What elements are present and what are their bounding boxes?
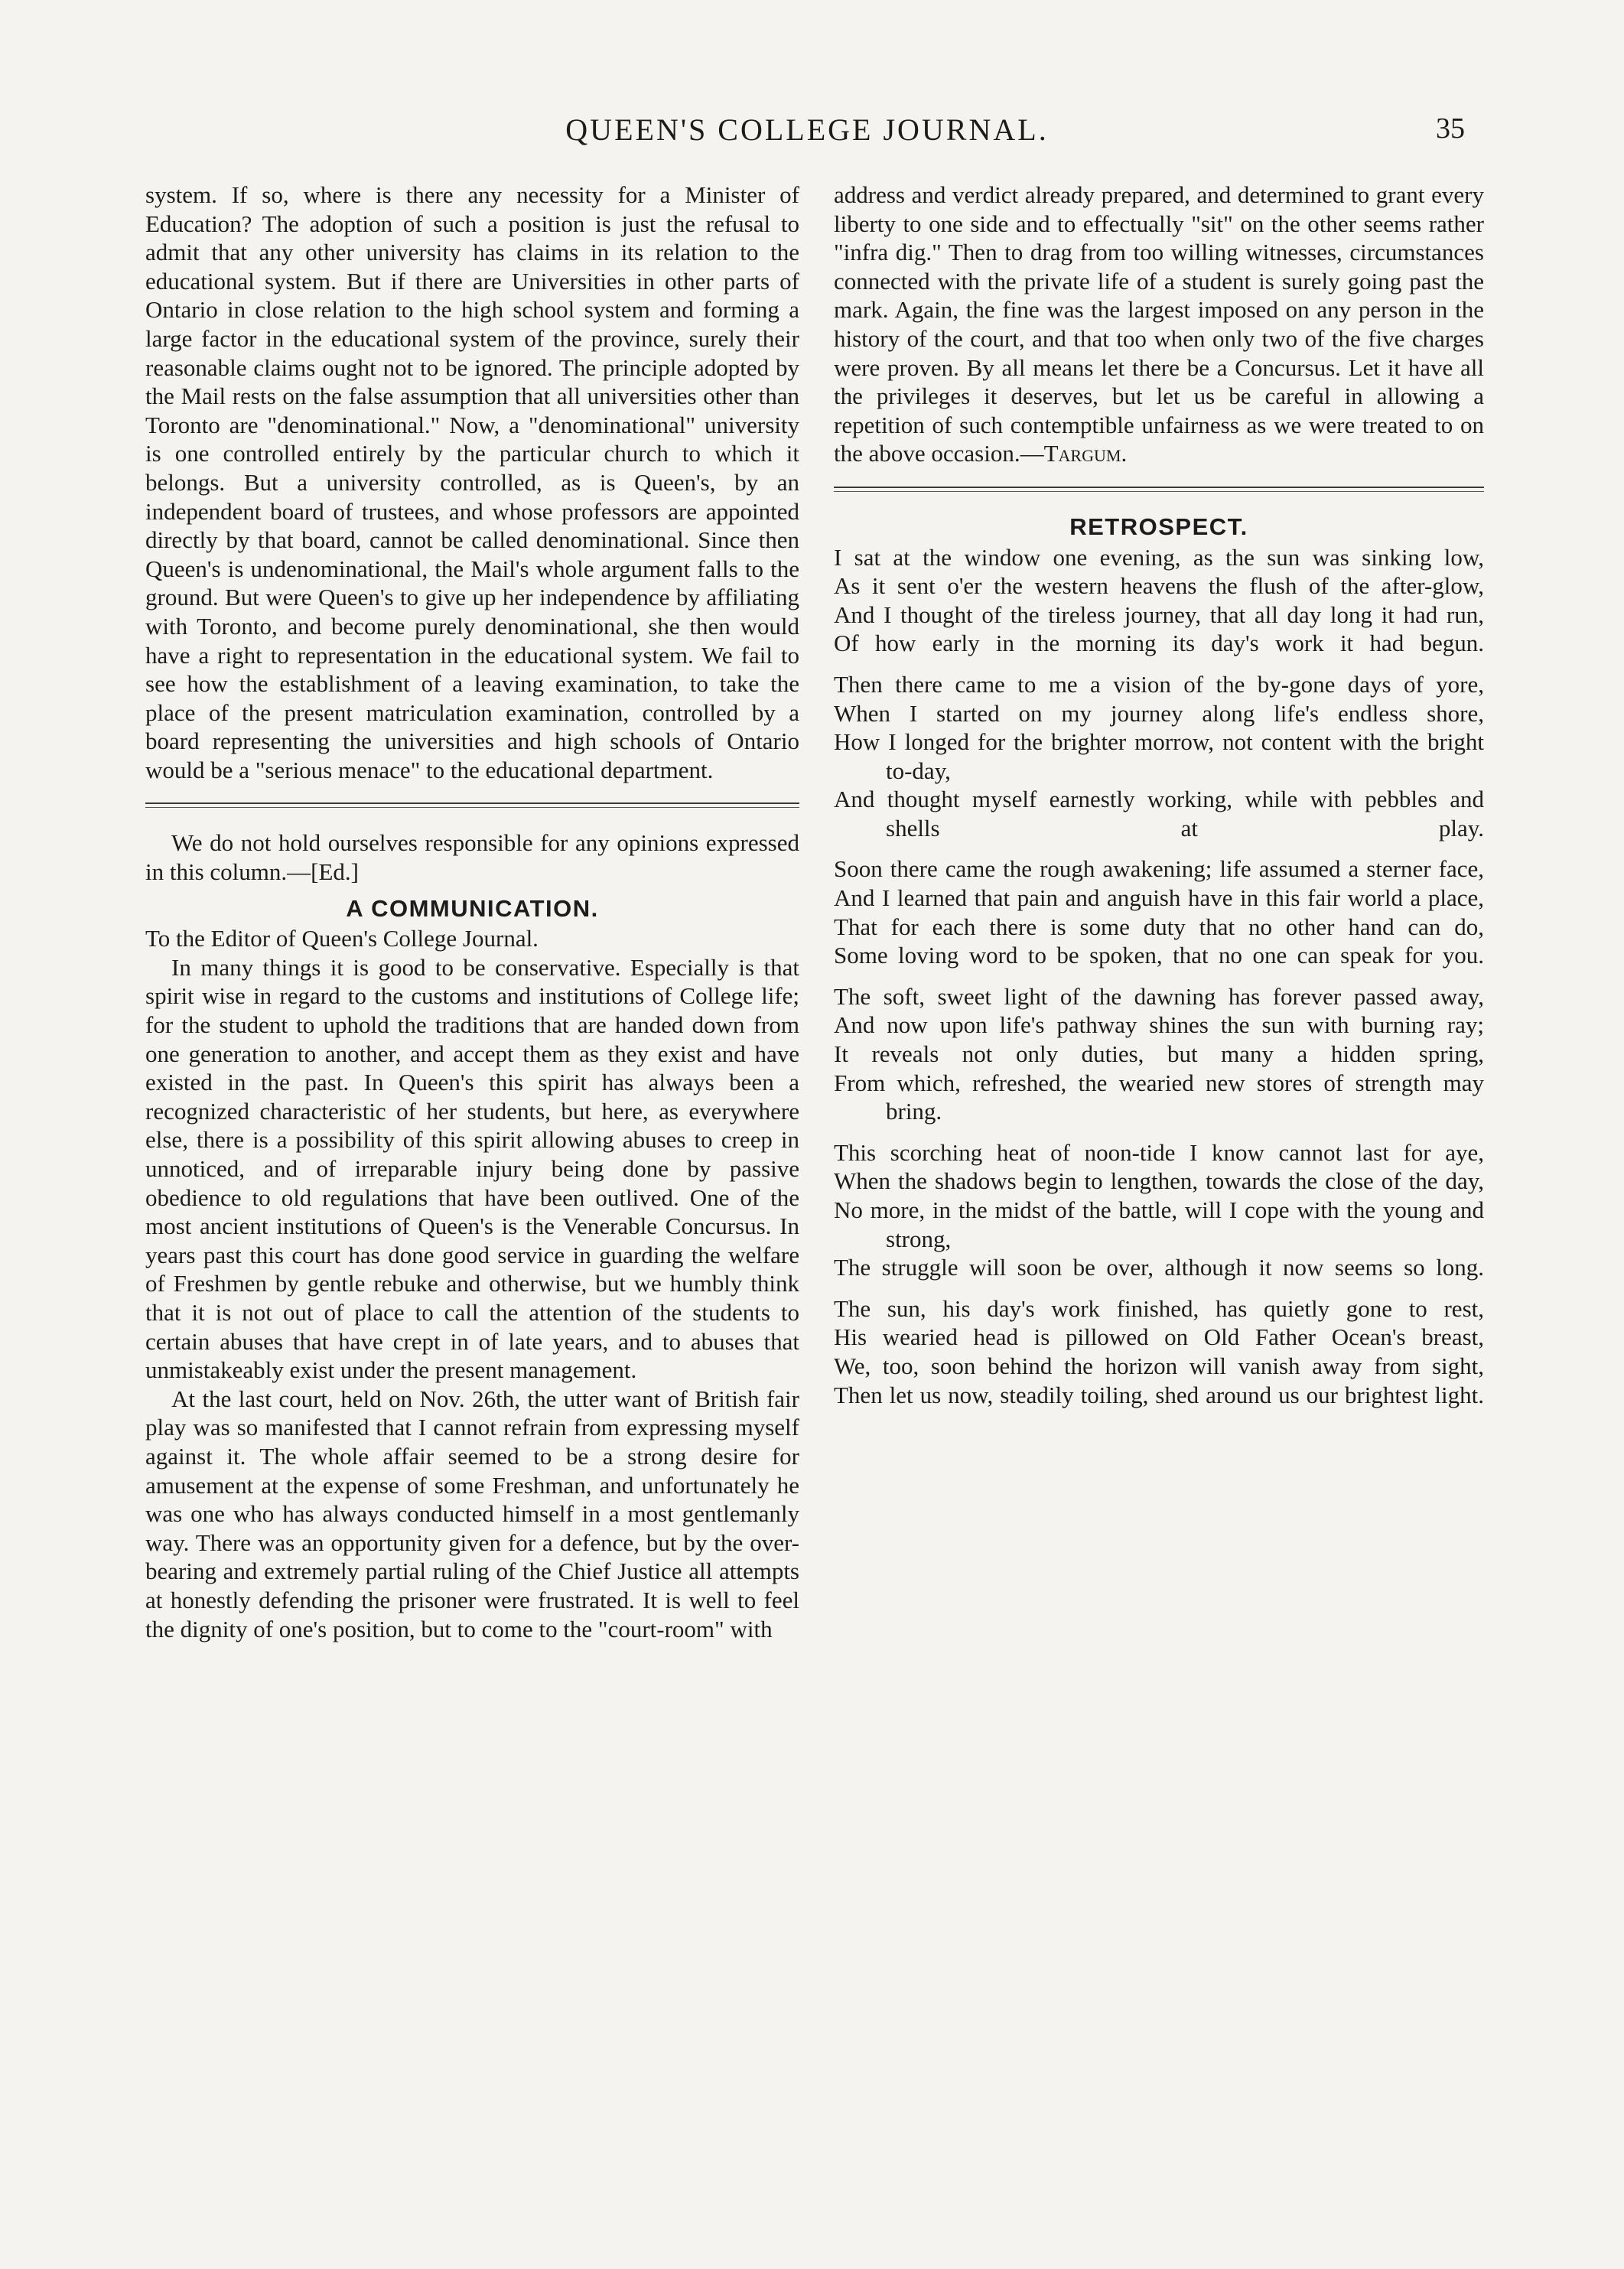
- editor-disclaimer: We do not hold ourselves responsible for any opinions expressed in this column.—[Ed.]: [145, 829, 799, 886]
- poem-line: No more, in the midst of the battle, will I cope with the young and strong,: [834, 1196, 1484, 1252]
- poem-stanza: [834, 982, 1484, 1126]
- poem-line: Of how early in the morning its day's work it had begun.: [834, 630, 1484, 657]
- page-header: [149, 112, 1465, 150]
- poem-line: It reveals not only duties, but many a hidden spring,: [834, 1040, 1484, 1068]
- poem-line: And now upon life's pathway shines the sun with burning ray;: [834, 1011, 1484, 1039]
- communication-paragraph: At the last court, held on Nov. 26th, the utter want of British fair play was so manifested that I cannot refrain from expressing myself against it. The whole affair seemed to be a strong desire for amusement at the expense of some Freshman, and unfortunately he was one who has always conducted himself in a most gentlemanly way. There was an opportunity given for a defence, but by the over-bearing and extremely partial ruling of the Chief Justice all attempts at honestly defending the prisoner were frustrated. It is well to feel the dignity of one's position, but to come to the "court-room" with: [145, 1385, 799, 1642]
- poem-line: When the shadows begin to lengthen, towards the close of the day,: [834, 1167, 1484, 1195]
- poem-line: And I learned that pain and anguish have in this fair world a place,: [834, 884, 1484, 912]
- poem-stanza: [834, 1294, 1484, 1409]
- poem: [834, 543, 1484, 1410]
- right-column: [834, 181, 1484, 1421]
- running-title: QUEEN'S COLLEGE JOURNAL.: [565, 112, 1049, 147]
- poem-line: That for each there is some duty that no other hand can do,: [834, 913, 1484, 940]
- poem-stanza: [834, 855, 1484, 969]
- poem-line: The sun, his day's work finished, has quietly gone to rest,: [834, 1294, 1484, 1322]
- poem-stanza: [834, 543, 1484, 658]
- poem-title: RETROSPECT.: [1069, 513, 1248, 540]
- signature: —Targum.: [1020, 440, 1128, 467]
- poem-line: When I started on my journey along life's endless shore,: [834, 699, 1484, 727]
- poem-line: I sat at the window one evening, as the sun was sinking low,: [834, 543, 1484, 571]
- section-divider: [834, 485, 1484, 494]
- poem-stanza: [834, 670, 1484, 843]
- poem-line: His wearied head is pillowed on Old Father Ocean's breast,: [834, 1323, 1484, 1351]
- poem-line: The struggle will soon be over, although it now seems so long.: [834, 1254, 1484, 1281]
- continuation-text: address and verdict already prepared, and determined to grant every liberty to one side and to effectually "sit" on the other seems rather "infra dig." Then to drag from too willing witnesses, circumstances connected with the private life of a student is surely going past the mark. Again, the fine was the largest imposed on any person in the history of the court, and that too when only two of the five charges were proven. By all means let there be a Concursus. Let it have all the privileges it deserves, but let us be careful in allowing a repetition of such contemptible unfairness as we were treated to on the above occasion.: [834, 181, 1484, 467]
- section-divider: [145, 801, 799, 810]
- poem-line: The soft, sweet light of the dawning has forever passed away,: [834, 982, 1484, 1010]
- poem-line: We, too, soon behind the horizon will vanish away from sight,: [834, 1352, 1484, 1379]
- poem-line: And thought myself earnestly working, while with pebbles and shells at play.: [834, 786, 1484, 842]
- poem-line: As it sent o'er the western heavens the flush of the after-glow,: [834, 572, 1484, 600]
- poem-line: How I longed for the brighter morrow, not content with the bright to-day,: [834, 728, 1484, 784]
- left-column: [145, 181, 799, 1643]
- poem-line: Then let us now, steadily toiling, shed around us our brightest light.: [834, 1381, 1484, 1408]
- salutation: To the Editor of Queen's College Journal.: [145, 925, 539, 952]
- communication-heading: A COMMUNICATION.: [346, 894, 599, 922]
- poem-line: Some loving word to be spoken, that no one can speak for you.: [834, 942, 1484, 969]
- communication-paragraph: In many things it is good to be conservative. Especially is that spirit wise in regard to the customs and institutions of College life; for the student to uphold the traditions that are handed down from one generation to another, and accept them as they exist and have existed in the past. In Queen's this spirit has always been a recognized characteristic of her students, but here, as everywhere else, there is a possibility of this spirit allowing abuses to creep in unnoticed, and of irreparable injury being done by passive obedience to old regulations that have been outlived. One of the most ancient institutions of Queen's is the Venerable Concursus. In years past this court has done good service in guarding the welfare of Freshmen by gentle rebuke and otherwise, but we humbly think that it is not out of place to call the attention of the students to certain abuses that have crept in of late years, and to abuses that unmistakeably exist under the present management.: [145, 953, 799, 1384]
- poem-line: Soon there came the rough awakening; life assumed a sterner face,: [834, 855, 1484, 883]
- page-number: 35: [1436, 112, 1465, 145]
- communication-continuation: [834, 181, 1484, 468]
- poem-line: From which, refreshed, the wearied new stores of strength may bring.: [834, 1069, 1484, 1125]
- poem-line: And I thought of the tireless journey, that all day long it had run,: [834, 601, 1484, 628]
- poem-stanza: [834, 1138, 1484, 1282]
- poem-line: Then there came to me a vision of the by-gone days of yore,: [834, 670, 1484, 698]
- article-continuation: system. If so, where is there any necessity for a Minister of Education? The adoption of such a position is just the refusal to admit that any other university has claims in its relation to the educational system. But if there are Universities in other parts of Ontario in close relation to the high school system and forming a large factor in the educational system of the province, surely their reasonable claims ought not to be ignored. The principle adopted by the Mail rests on the false assumption that all universities other than Toronto are "denominational." Now, a "denominational" university is one controlled entirely by the particular church to which it belongs. But a university controlled, as is Queen's, by an independent board of trustees, and whose professors are appointed directly by that board, cannot be called denominational. Since then Queen's is undenominational, the Mail's whole argument falls to the ground. But were Queen's to give up her independence by affiliating with Toronto, and become purely denominational, she then would have a right to representation in the educational system. We fail to see how the establishment of a leaving examination, to take the place of the present matriculation examination, controlled by a board representing the universities and high schools of Ontario would be a "serious menace" to the educational department.: [145, 181, 799, 783]
- poem-line: This scorching heat of noon-tide I know cannot last for aye,: [834, 1138, 1484, 1166]
